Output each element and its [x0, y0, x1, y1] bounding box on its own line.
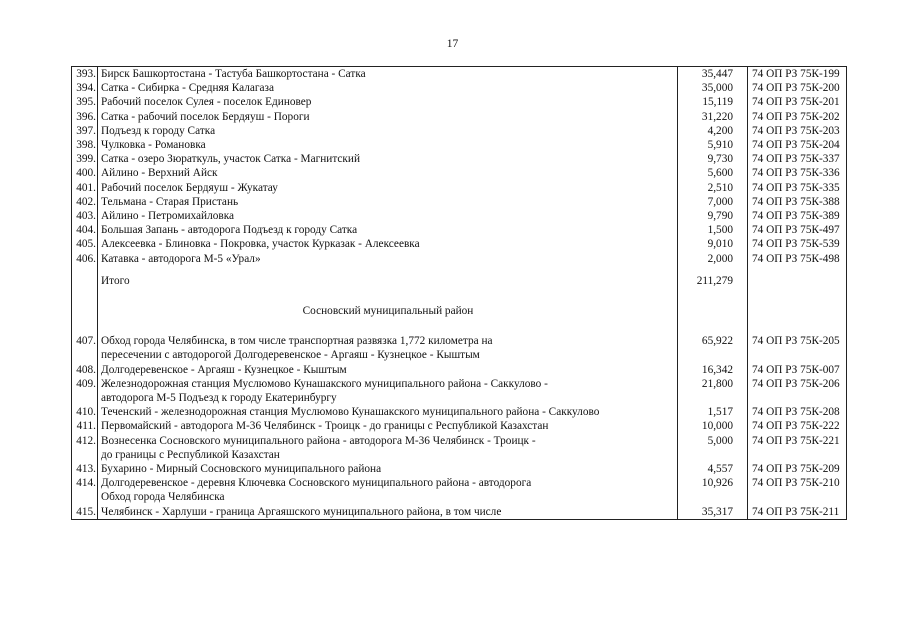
row-number: 413. — [72, 462, 98, 476]
row-number: 397. — [72, 124, 98, 138]
road-id: 74 ОП РЗ 75К-211 — [748, 505, 847, 520]
table-row — [72, 124, 847, 138]
row-number: 407. — [72, 334, 98, 362]
road-name: Алексеевка - Блиновка - Покровка, участок Курказак - Алексеевка — [98, 237, 678, 251]
road-name — [98, 505, 678, 520]
road-id: 74 ОП РЗ 75К-388 — [748, 195, 847, 209]
road-name: Сатка - Сибирка - Средняя Калагаза — [98, 81, 678, 95]
table-row — [72, 505, 847, 520]
row-number: 398. — [72, 138, 98, 152]
road-name — [98, 434, 678, 462]
road-length: 1,517 — [678, 405, 748, 419]
row-number: 400. — [72, 166, 98, 180]
total-row — [72, 266, 847, 296]
road-name-line: Долгодеревенское - Аргаяш - Кузнецкое - Кыштым — [101, 363, 347, 376]
road-length: 35,317 — [678, 505, 748, 520]
road-length: 4,557 — [678, 462, 748, 476]
road-length: 9,010 — [678, 237, 748, 251]
road-length: 21,800 — [678, 377, 748, 405]
road-id: 74 ОП РЗ 75К-200 — [748, 81, 847, 95]
road-length: 10,926 — [678, 476, 748, 504]
road-name-line: Долгодеревенское - деревня Ключевка Сосновского муниципального района - автодорога — [101, 477, 532, 490]
road-length: 15,119 — [678, 95, 748, 109]
road-length: 35,000 — [678, 81, 748, 95]
road-id: 74 ОП РЗ 75К-201 — [748, 95, 847, 109]
row-number: 408. — [72, 363, 98, 377]
table-row — [72, 209, 847, 223]
road-length: 1,500 — [678, 223, 748, 237]
page-number: 17 — [446, 38, 459, 50]
road-length: 5,600 — [678, 166, 748, 180]
row-number: 394. — [72, 81, 98, 95]
row-number: 406. — [72, 252, 98, 266]
row-number: 403. — [72, 209, 98, 223]
road-name: Подъезд к городу Сатка — [98, 124, 678, 138]
row-number: 414. — [72, 476, 98, 504]
road-length: 31,220 — [678, 110, 748, 124]
row-number: 409. — [72, 377, 98, 405]
road-id: 74 ОП РЗ 75К-498 — [748, 252, 847, 266]
table-row — [72, 252, 847, 266]
row-number: 396. — [72, 110, 98, 124]
table-row — [72, 195, 847, 209]
road-name: Чулковка - Романовка — [98, 138, 678, 152]
table-row — [72, 138, 847, 152]
table-row — [72, 334, 847, 362]
road-id: 74 ОП РЗ 75К-336 — [748, 166, 847, 180]
row-number: 393. — [72, 67, 98, 82]
road-id: 74 ОП РЗ 75К-206 — [748, 377, 847, 405]
road-id: 74 ОП РЗ 75К-221 — [748, 434, 847, 462]
road-length: 2,000 — [678, 252, 748, 266]
row-number: 410. — [72, 405, 98, 419]
road-length: 35,447 — [678, 67, 748, 82]
total-row-number — [72, 266, 98, 296]
road-name: Айлино - Верхний Айск — [98, 166, 678, 180]
roads-table — [71, 66, 847, 520]
road-name: Большая Запань - автодорога Подъезд к городу Сатка — [98, 223, 678, 237]
road-name-line: Бухарино - Мирный Сосновского муниципального района — [101, 463, 382, 476]
road-name — [98, 419, 678, 433]
row-number: 402. — [72, 195, 98, 209]
table-row — [72, 95, 847, 109]
road-id: 74 ОП РЗ 75К-210 — [748, 476, 847, 504]
road-length: 65,922 — [678, 334, 748, 362]
road-name-line: автодорога М-5 Подъезд к городу Екатеринбургу — [101, 392, 337, 405]
road-name-line: Теченский - железнодорожная станция Муслюмово Кунашакского муниципального района - Саккулово — [101, 406, 600, 419]
road-id: 74 ОП РЗ 75К-222 — [748, 419, 847, 433]
road-id: 74 ОП РЗ 75К-389 — [748, 209, 847, 223]
road-length: 5,000 — [678, 434, 748, 462]
road-id: 74 ОП РЗ 75К-497 — [748, 223, 847, 237]
road-length: 4,200 — [678, 124, 748, 138]
table-row — [72, 405, 847, 419]
table-row — [72, 110, 847, 124]
district-row — [72, 296, 847, 334]
road-name: Рабочий поселок Бердяуш - Жукатау — [98, 181, 678, 195]
row-number: 411. — [72, 419, 98, 433]
row-number: 415. — [72, 505, 98, 520]
row-number: 404. — [72, 223, 98, 237]
table-row — [72, 419, 847, 433]
road-id: 74 ОП РЗ 75К-199 — [748, 67, 847, 82]
road-name-line: Вознесенка Сосновского муниципального района - автодорога М-36 Челябинск - Троицк - — [101, 434, 536, 447]
district-road-id — [748, 296, 847, 334]
road-id: 74 ОП РЗ 75К-539 — [748, 237, 847, 251]
road-name — [98, 476, 678, 504]
road-id: 74 ОП РЗ 75К-203 — [748, 124, 847, 138]
road-length: 7,000 — [678, 195, 748, 209]
table-row — [72, 377, 847, 405]
table-row — [72, 166, 847, 180]
road-name: Сатка - озеро Зюраткуль, участок Сатка - Магнитский — [98, 152, 678, 166]
row-number: 395. — [72, 95, 98, 109]
table-row — [72, 67, 847, 82]
total-road-id — [748, 266, 847, 296]
road-name-line: до границы с Республикой Казахстан — [101, 448, 280, 461]
table-row — [72, 223, 847, 237]
table-row — [72, 152, 847, 166]
road-id: 74 ОП РЗ 75К-204 — [748, 138, 847, 152]
road-length: 16,342 — [678, 363, 748, 377]
table-row — [72, 81, 847, 95]
road-id: 74 ОП РЗ 75К-202 — [748, 110, 847, 124]
road-name — [98, 462, 678, 476]
road-name — [98, 363, 678, 377]
row-number: 401. — [72, 181, 98, 195]
road-name: Рабочий поселок Сулея - поселок Единовер — [98, 95, 678, 109]
road-length: 9,790 — [678, 209, 748, 223]
road-name-line: Обход города Челябинска, в том числе транспортная развязка 1,772 километра на — [101, 335, 493, 348]
road-length: 10,000 — [678, 419, 748, 433]
row-number: 412. — [72, 434, 98, 462]
district-length — [678, 296, 748, 334]
road-name-line: пересечении с автодорогой Долгодеревенское - Аргаяш - Кузнецкое - Кыштым — [101, 349, 480, 362]
road-id: 74 ОП РЗ 75К-335 — [748, 181, 847, 195]
road-name-line: Первомайский - автодорога М-36 Челябинск - Троицк - до границы с Республикой Казахстан — [101, 420, 549, 433]
total-label: Итого — [98, 266, 678, 296]
table-row — [72, 462, 847, 476]
road-name-line: Челябинск - Харлуши - граница Аргаяшского муниципального района, в том числе — [101, 505, 502, 518]
road-name: Сатка - рабочий поселок Бердяуш - Пороги — [98, 110, 678, 124]
road-id: 74 ОП РЗ 75К-208 — [748, 405, 847, 419]
road-name-line: Обход города Челябинска — [101, 491, 225, 504]
row-number: 399. — [72, 152, 98, 166]
roads-table-body — [72, 67, 847, 520]
road-id: 74 ОП РЗ 75К-209 — [748, 462, 847, 476]
table-row — [72, 237, 847, 251]
row-number: 405. — [72, 237, 98, 251]
road-name: Катавка - автодорога М-5 «Урал» — [98, 252, 678, 266]
road-name — [98, 405, 678, 419]
road-name — [98, 377, 678, 405]
road-name: Бирск Башкортостана - Тастуба Башкортостана - Сатка — [98, 67, 678, 82]
road-name: Тельмана - Старая Пристань — [98, 195, 678, 209]
district-row-number — [72, 296, 98, 334]
district-title: Сосновский муниципальный район — [98, 296, 678, 334]
road-length: 9,730 — [678, 152, 748, 166]
road-id: 74 ОП РЗ 75К-337 — [748, 152, 847, 166]
road-length: 2,510 — [678, 181, 748, 195]
table-row — [72, 181, 847, 195]
total-length: 211,279 — [678, 266, 748, 296]
road-id: 74 ОП РЗ 75К-205 — [748, 334, 847, 362]
table-row — [72, 363, 847, 377]
road-name-line: Железнодорожная станция Муслюмово Кунашакского муниципального района - Саккулово - — [101, 377, 548, 390]
road-name: Айлино - Петромихайловка — [98, 209, 678, 223]
road-id: 74 ОП РЗ 75К-007 — [748, 363, 847, 377]
road-length: 5,910 — [678, 138, 748, 152]
road-name — [98, 334, 678, 362]
table-row — [72, 434, 847, 462]
table-row — [72, 476, 847, 504]
